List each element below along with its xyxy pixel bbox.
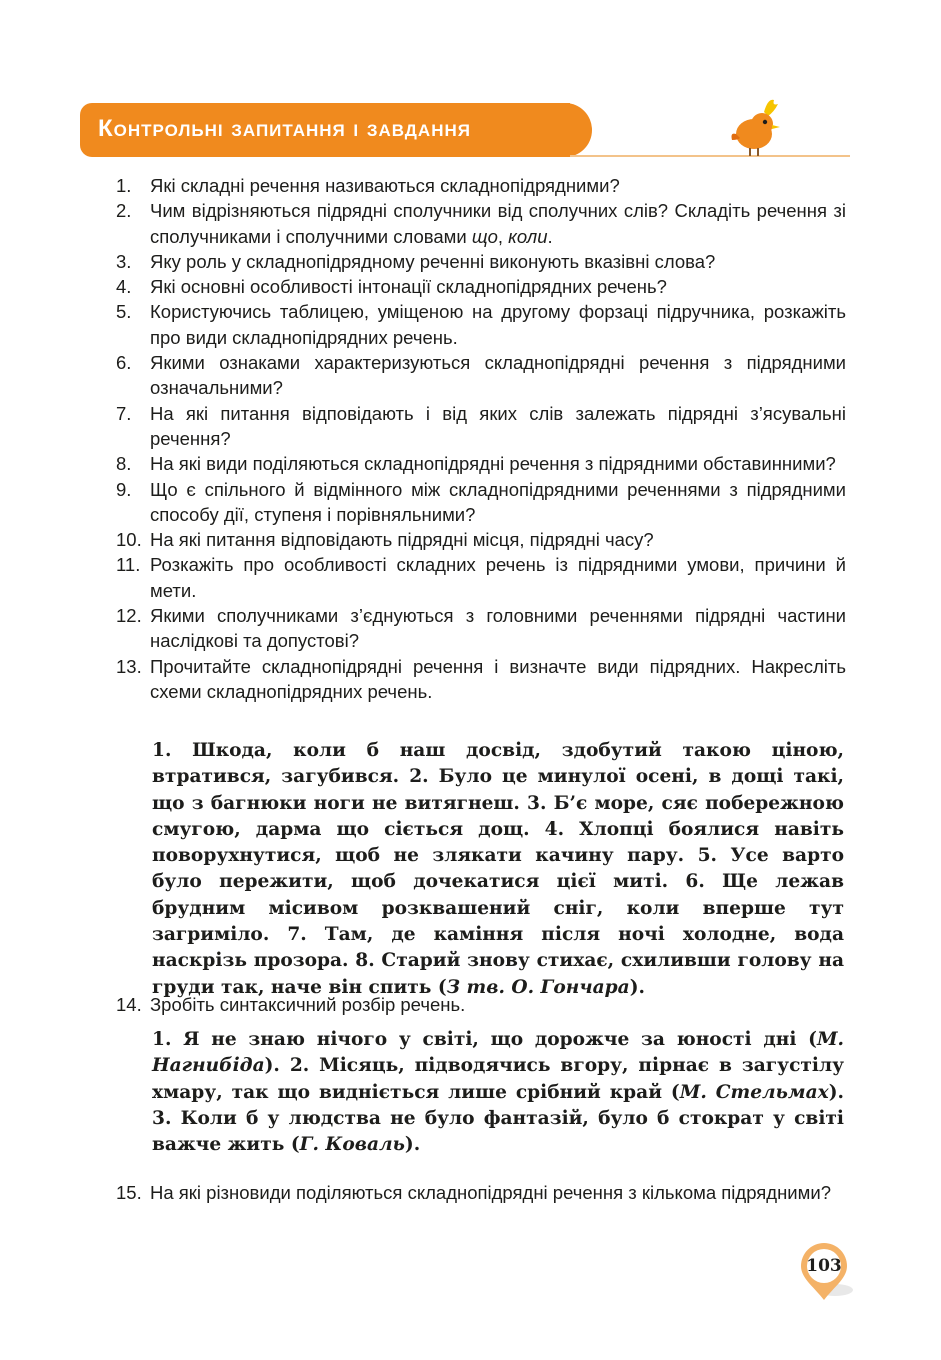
section-header (80, 103, 570, 157)
section-title: Контрольні запитання і завдання (98, 115, 471, 142)
question-14: 14. Зробіть синтаксичний розбір речень. (116, 994, 466, 1015)
exercise-text-2: 1. Я не знаю нічого у світі, що дорожче за юності дні (М. Нагнибіда). 2. Місяць, підводячись вгору, пірнає в загустілу хмару, так що видніється лише срібний край (М. Стельмах). 3. Коли б у людства не було фантазій, було б стократ у світі важче жить (Г. Коваль). (152, 1029, 844, 1156)
question-item: 9. Що є спільного й відмінного між складнопідрядними реченнями з підрядними способу дії, ступеня і порівняльними? (116, 478, 846, 525)
question-item: 5. Користуючись таблицею, уміщеною на другому форзаці підручника, розкажіть про види складнопідрядних речень. (116, 301, 846, 348)
question-item: 1. Які складні речення називаються складнопідрядними? (116, 175, 620, 196)
question-item: 10. На які питання відповідають підрядні місця, підрядні часу? (116, 529, 654, 551)
question-item: 6. Якими ознаками характеризуються складнопідрядні речення з підрядними означальними? (116, 352, 846, 399)
question-item: 12. Якими сполучниками з’єднуються з головними реченнями підрядні частини наслідкові та допустові? (116, 605, 846, 652)
question-item: 3. Яку роль у складнопідрядному реченні виконують вказівні слова? (116, 250, 716, 272)
question-item: 7. На які питання відповідають і від яких слів залежать підрядні з’ясувальні речення? (116, 402, 846, 449)
question-item: 11. Розкажіть про особливості складних речень із підрядними умови, причини й мети. (116, 554, 846, 601)
question-item: 8. На які види поділяються складнопідрядні речення з підрядними обставинними? (116, 453, 836, 475)
exercise-text-1: 1. Шкода, коли б наш досвід, здобутий такою ціною, втратився, загубився. 2. Було це минулої осені, в дощі такі, що з багнюки ноги не витягнеш. 3. Б’є море, сяє побережною смугою, дарма що сіється дощ. 4. Хлопці боялися навіть поворухнутися, щоб не злякати качину пару. 5. Усе варто було пережити, щоб дочекатися цієї миті. 6. Ще лежав брудним місивом розквашений сніг, коли вперше тут загриміло. 7. Там, де каміння після ночі холодне, вода наскрізь прозора. 8. Старий знову стихає, схиливши голову на груди так, наче він спить (З тв. О. Гончара). (152, 740, 844, 998)
question-item: 4. Які основні особливості інтонації складнопідрядних речень? (116, 276, 667, 298)
page-number: 103 (806, 1256, 842, 1276)
question-item: 13. Прочитайте складнопідрядні речення і визначте види підрядних. Накресліть схеми складнопідрядних речень. (116, 655, 846, 702)
header-divider (570, 155, 850, 157)
question-15: 15. На які різновиди поділяються складнопідрядні речення з кількома підрядними? (116, 1182, 831, 1203)
question-item: 2. Чим відрізняються підрядні сполучники від сполучних слів? Складіть речення зі сполучниками і сполучними словами що, коли. (116, 200, 846, 247)
bird-icon (728, 92, 784, 158)
questions-list (116, 173, 846, 704)
